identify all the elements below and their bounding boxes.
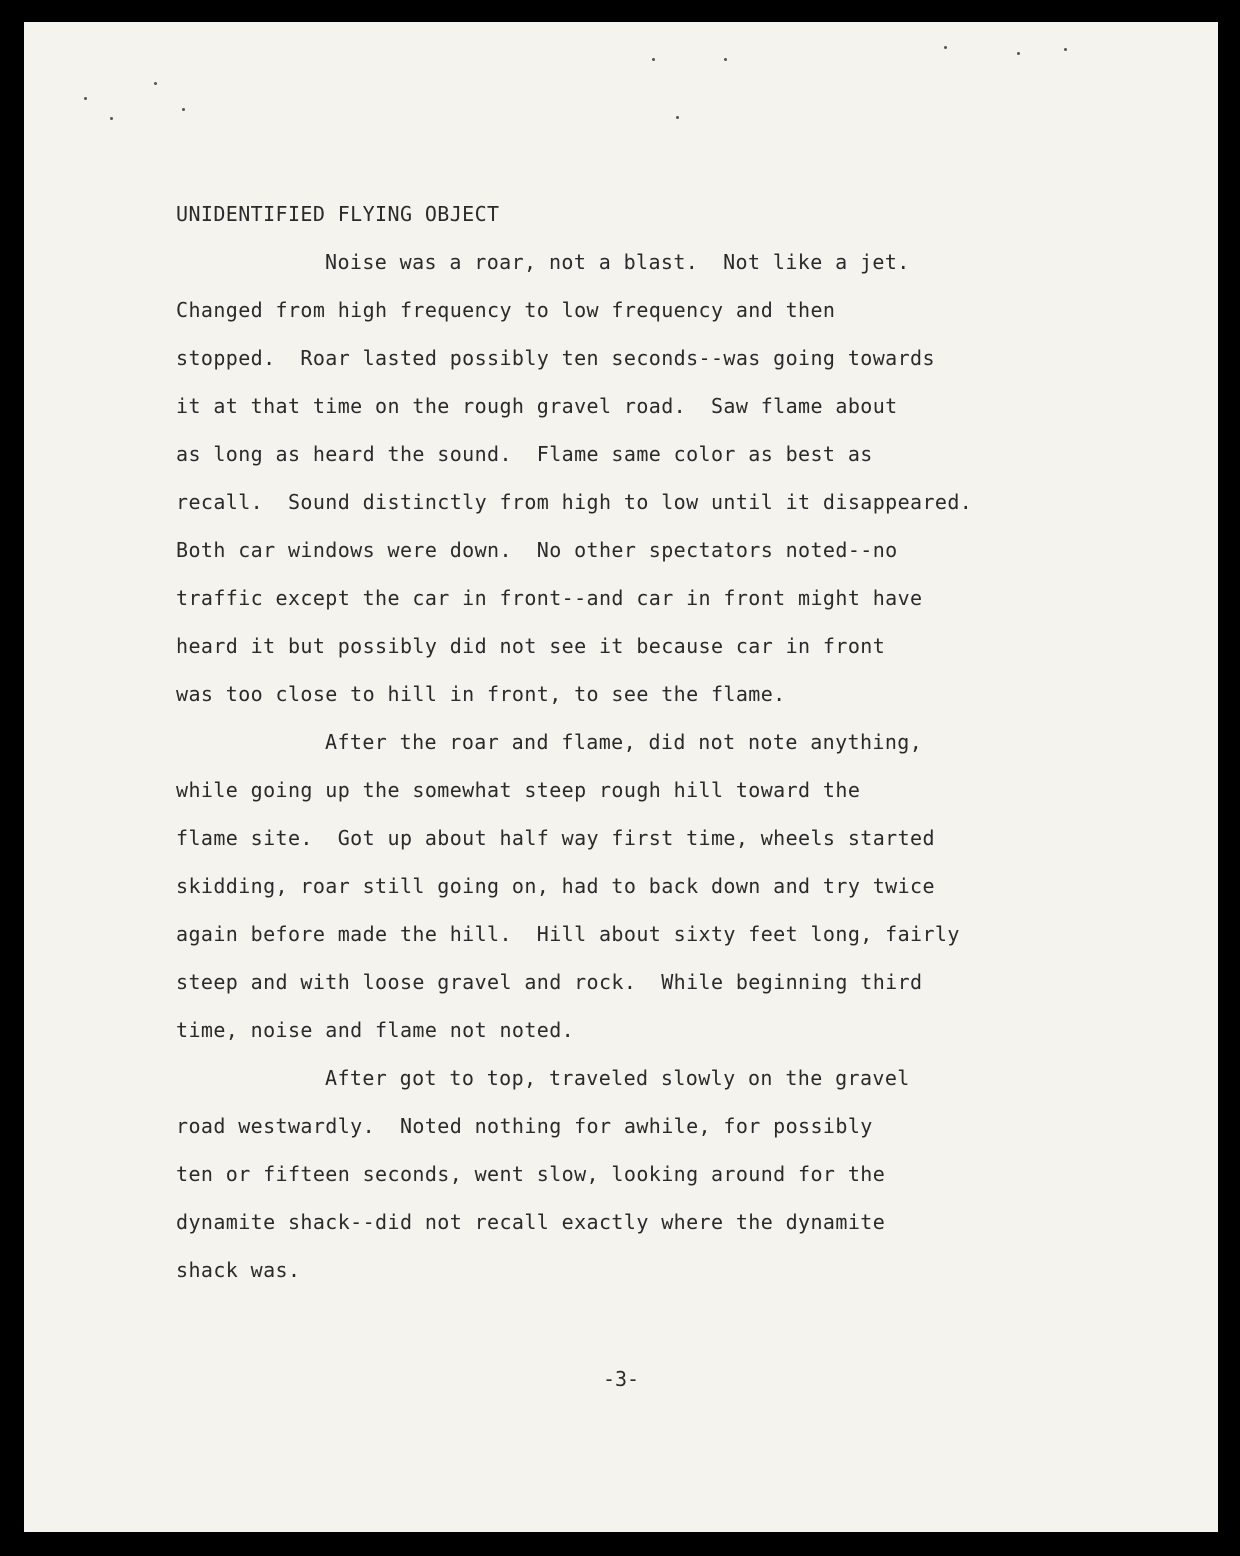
- text-line: After got to top, traveled slowly on the gravel: [325, 1066, 910, 1090]
- paper-speck: [724, 58, 727, 61]
- text-line: time, noise and flame not noted.: [176, 1018, 575, 1042]
- paragraph: [176, 1054, 1176, 1294]
- text-line: ten or fifteen seconds, went slow, looking around for the: [176, 1162, 886, 1186]
- text-line: Both car windows were down. No other spectators noted--no: [176, 538, 898, 562]
- text-line: again before made the hill. Hill about sixty feet long, fairly: [176, 922, 960, 946]
- text-line: while going up the somewhat steep rough hill toward the: [176, 778, 861, 802]
- paper-speck: [1064, 48, 1067, 51]
- text-line: Changed from high frequency to low frequency and then: [176, 298, 836, 322]
- text-line: traffic except the car in front--and car in front might have: [176, 586, 923, 610]
- paper-speck: [182, 108, 185, 111]
- text-line: steep and with loose gravel and rock. While beginning third: [176, 970, 923, 994]
- text-line: was too close to hill in front, to see the flame.: [176, 682, 786, 706]
- paper-speck: [944, 46, 947, 49]
- paper-speck: [1017, 52, 1020, 55]
- paragraph: [176, 718, 1176, 1054]
- text-line: recall. Sound distinctly from high to low until it disappeared.: [176, 490, 973, 514]
- document-heading: UNIDENTIFIED FLYING OBJECT: [176, 202, 500, 226]
- paragraph: [176, 238, 1176, 718]
- text-line: it at that time on the rough gravel road. Saw flame about: [176, 394, 898, 418]
- paper-speck: [652, 58, 655, 61]
- text-line: stopped. Roar lasted possibly ten seconds--was going towards: [176, 346, 935, 370]
- text-line: Noise was a roar, not a blast. Not like a jet.: [325, 250, 910, 274]
- paper-speck: [84, 97, 87, 100]
- text-line: heard it but possibly did not see it because car in front: [176, 634, 886, 658]
- text-line: skidding, roar still going on, had to back down and try twice: [176, 874, 935, 898]
- document-body: [176, 194, 1176, 1294]
- text-line: shack was.: [176, 1258, 301, 1282]
- document-page: [24, 22, 1218, 1532]
- page-number: -3-: [602, 1367, 640, 1391]
- text-line: flame site. Got up about half way first time, wheels started: [176, 826, 935, 850]
- text-line: as long as heard the sound. Flame same color as best as: [176, 442, 873, 466]
- paragraphs: [176, 238, 1176, 1294]
- text-line: dynamite shack--did not recall exactly where the dynamite: [176, 1210, 886, 1234]
- text-line: road westwardly. Noted nothing for awhile, for possibly: [176, 1114, 873, 1138]
- paper-speck: [676, 116, 679, 119]
- paper-speck: [154, 82, 157, 85]
- text-line: After the roar and flame, did not note anything,: [325, 730, 923, 754]
- paper-speck: [110, 117, 113, 120]
